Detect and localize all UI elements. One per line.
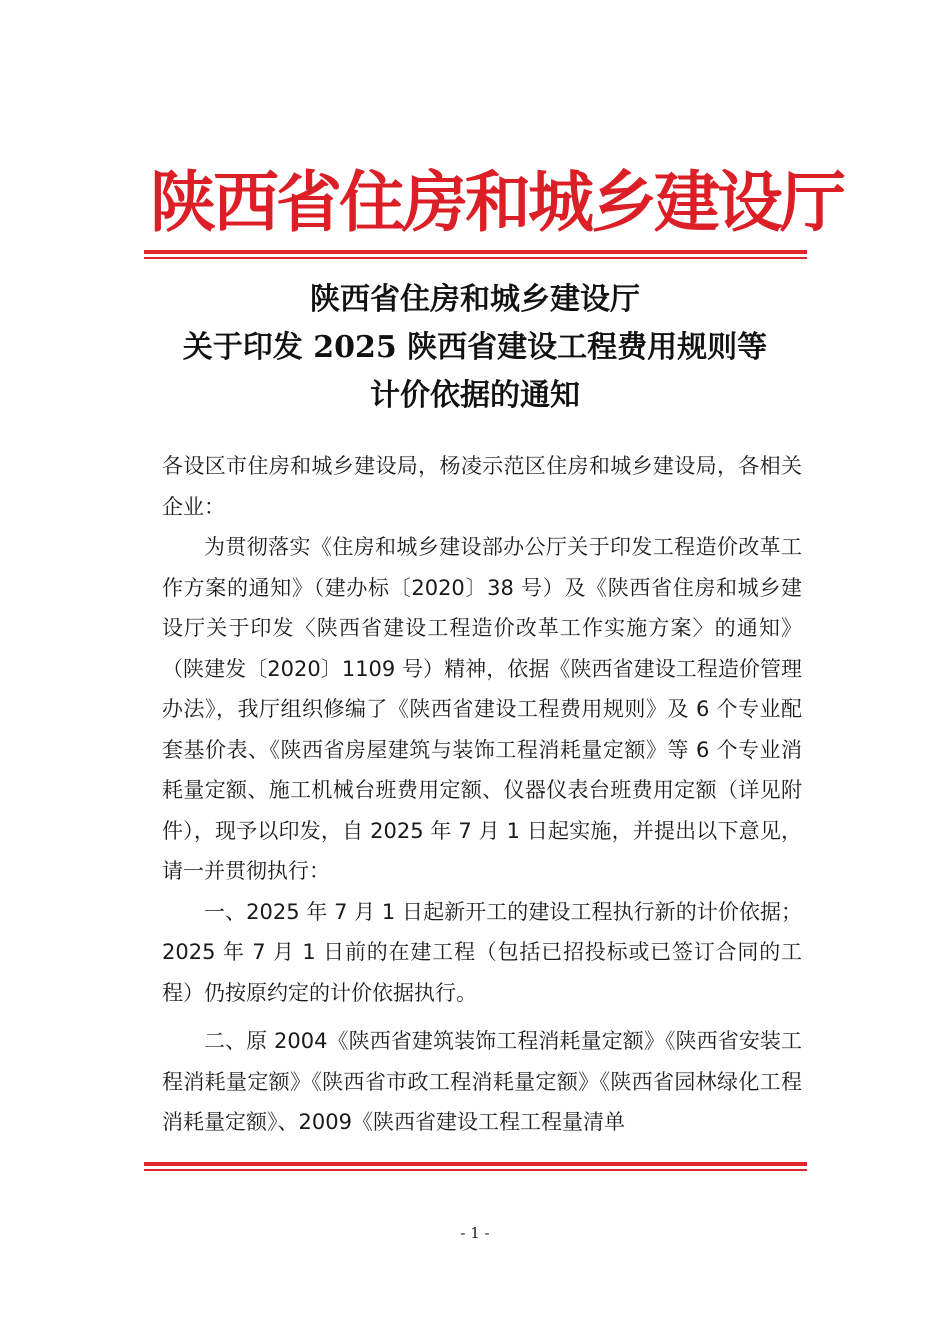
title-line-2: 关于印发 2025 陕西省建设工程费用规则等 [182, 330, 768, 365]
header-red-rule-thin [144, 257, 807, 259]
title-line-1: 陕西省住房和城乡建设厅 [310, 282, 640, 317]
paragraph-item-1: 一、2025 年 7 月 1 日起新开工的建设工程执行新的计价依据；2025 年 7 月 1 日前的在建工程（包括已招投标或已签订合同的工程）仍按原约定的计价依据执行。 [162, 899, 802, 1005]
document-body [162, 446, 802, 1143]
issuer-masthead: 陕西省住房和城乡建设厅 [150, 164, 843, 241]
footer-red-rule-thick [144, 1162, 807, 1166]
footer-red-rule-thin [144, 1169, 807, 1171]
page-number: - 1 - [460, 1224, 490, 1242]
document-title [140, 276, 810, 420]
title-line-3: 计价依据的通知 [370, 378, 580, 413]
paragraph-item-2: 二、原 2004《陕西省建筑装饰工程消耗量定额》《陕西省安装工程消耗量定额》《陕西省市政工程消耗量定额》《陕西省园林绿化工程消耗量定额》、2009《陕西省建设工程工程量清单 [162, 1029, 802, 1134]
paragraph-intro: 为贯彻落实《住房和城乡建设部办公厅关于印发工程造价改革工作方案的通知》（建办标〔2020〕38 号）及《陕西省住房和城乡建设厅关于印发〈陕西省建设工程造价改革工作实施方案〉的通知》（陕建发〔2020〕1109 号）精神，依据《陕西省建设工程造价管理办法》，我厅组织修编了《陕西省建设工程费用规则》及 6 个专业配套基价表、《陕西省房屋建筑与装饰工程消耗量定额》等 6 个专业消耗量定额、施工机械台班费用定额、仪器仪表台班费用定额（详见附件），现予以印发，自 2025 年 7 月 1 日起实施，并提出以下意见，请一并贯彻执行： [162, 535, 802, 883]
salutation: 各设区市住房和城乡建设局，杨凌示范区住房和城乡建设局，各相关企业： [162, 454, 802, 519]
header-red-rule-thick [144, 250, 807, 254]
